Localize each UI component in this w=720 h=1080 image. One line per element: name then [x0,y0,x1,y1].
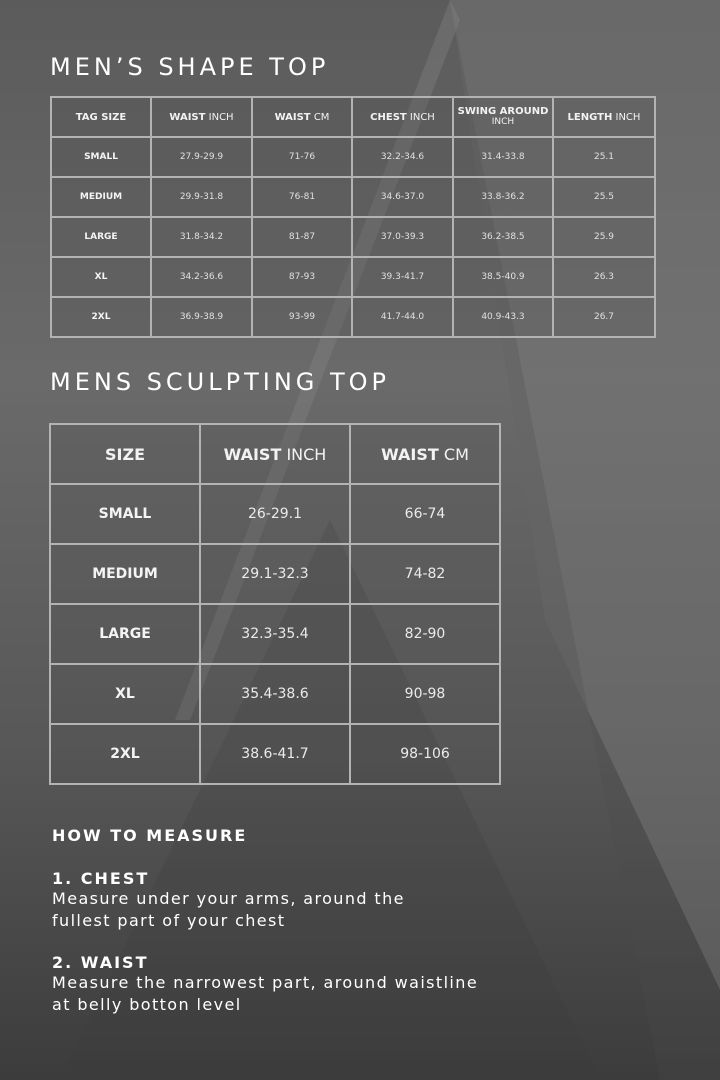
table-cell: 32.2-34.6 [352,137,453,177]
table-cell: 38.5-40.9 [453,257,553,297]
step-text-line: at belly botton level [52,995,242,1014]
table-row [51,177,655,217]
header-cell-size: SIZE [50,424,200,484]
table-cell: 32.3-35.4 [200,604,350,664]
table-cell: 31.8-34.2 [151,217,252,257]
measure-step-chest [52,869,612,932]
size-cell: 2XL [50,724,200,784]
table-cell: 33.8-36.2 [453,177,553,217]
table-cell: 40.9-43.3 [453,297,553,337]
table-row [51,217,655,257]
header-cell-tag-size: TAG SIZE [51,97,151,137]
table-cell: 29.9-31.8 [151,177,252,217]
step-title: 2. WAIST [52,953,149,972]
table-cell: 26-29.1 [200,484,350,544]
table-cell: 90-98 [350,664,500,724]
table-cell: 35.4-38.6 [200,664,350,724]
table-row [50,484,500,544]
table-cell: 25.5 [553,177,655,217]
sculpting-top-size-table [49,423,501,785]
table-cell: 66-74 [350,484,500,544]
shape-top-size-table [50,96,656,338]
table-cell: 36.9-38.9 [151,297,252,337]
table-cell: 98-106 [350,724,500,784]
table-row [50,724,500,784]
step-text-line: Measure under your arms, around the [52,889,405,908]
how-to-measure-title: HOW TO MEASURE [52,826,248,845]
table-cell: 76-81 [252,177,352,217]
table-row [51,297,655,337]
table-row [51,257,655,297]
table-cell: 34.6-37.0 [352,177,453,217]
measure-step-waist [52,953,612,1016]
size-cell: SMALL [51,137,151,177]
sculpting-top-title: MENS SCULPTING TOP [50,368,391,396]
header-cell-waist-inch: WAIST INCH [200,424,350,484]
table-cell: 39.3-41.7 [352,257,453,297]
header-cell-waist-cm: WAIST CM [252,97,352,137]
header-cell-swing-around-inch: SWING AROUND INCH [453,97,553,137]
how-to-measure-section [52,826,612,1016]
header-cell-length-inch: LENGTH INCH [553,97,655,137]
table-cell: 93-99 [252,297,352,337]
table-cell: 26.3 [553,257,655,297]
table-cell: 82-90 [350,604,500,664]
table-cell: 74-82 [350,544,500,604]
size-cell: SMALL [50,484,200,544]
step-text-line: fullest part of your chest [52,911,286,930]
size-cell: MEDIUM [51,177,151,217]
table-cell: 81-87 [252,217,352,257]
table-row [51,137,655,177]
table-cell: 29.1-32.3 [200,544,350,604]
size-cell: 2XL [51,297,151,337]
table-cell: 25.9 [553,217,655,257]
size-cell: MEDIUM [50,544,200,604]
table-cell: 41.7-44.0 [352,297,453,337]
table-cell: 27.9-29.9 [151,137,252,177]
table-cell: 71-76 [252,137,352,177]
table-cell: 34.2-36.6 [151,257,252,297]
size-cell: LARGE [51,217,151,257]
size-cell: XL [51,257,151,297]
table-cell: 38.6-41.7 [200,724,350,784]
table-row [50,544,500,604]
table-header-row [51,97,655,137]
table-cell: 36.2-38.5 [453,217,553,257]
header-cell-waist-cm: WAIST CM [350,424,500,484]
table-header-row [50,424,500,484]
table-cell: 31.4-33.8 [453,137,553,177]
size-cell: LARGE [50,604,200,664]
step-text-line: Measure the narrowest part, around waistline [52,973,479,992]
table-cell: 26.7 [553,297,655,337]
table-cell: 25.1 [553,137,655,177]
table-cell: 37.0-39.3 [352,217,453,257]
step-title: 1. CHEST [52,869,150,888]
table-cell: 87-93 [252,257,352,297]
table-row [50,604,500,664]
shape-top-title: MEN’S SHAPE TOP [50,53,330,81]
header-cell-waist-inch: WAIST INCH [151,97,252,137]
header-cell-chest-inch: CHEST INCH [352,97,453,137]
size-cell: XL [50,664,200,724]
table-row [50,664,500,724]
